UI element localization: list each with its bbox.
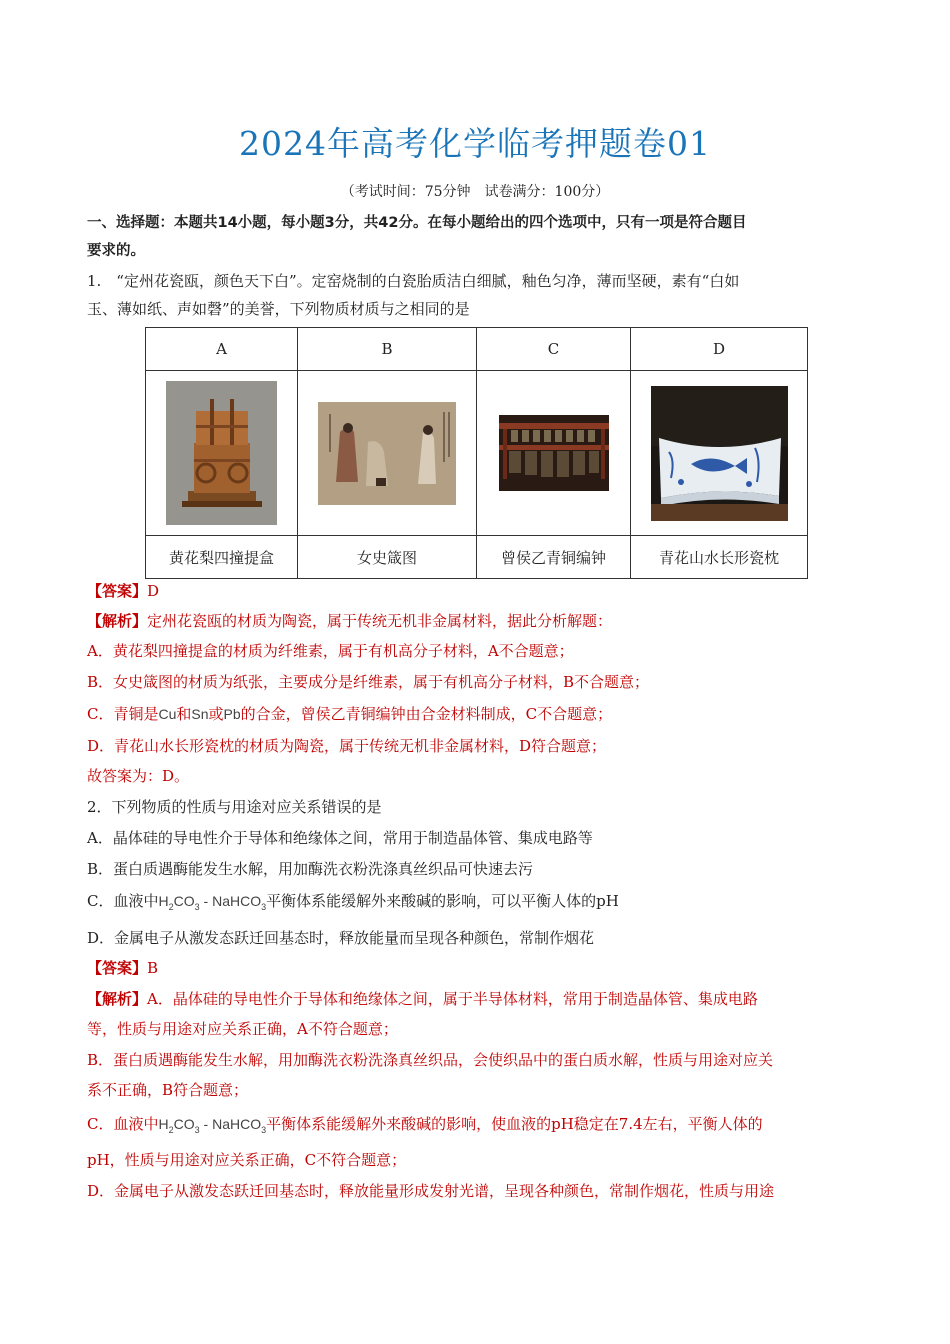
q1-conclusion: 故答案为：D。 bbox=[87, 767, 190, 785]
option-caption-d: 青花山水长形瓷枕 bbox=[631, 536, 808, 579]
analysis-text: A．晶体硅的导电性介于导体和绝缘体之间，属于半导体材料，常用于制造晶体管、集成电路 bbox=[147, 990, 758, 1008]
answer-value: B bbox=[147, 959, 159, 977]
q2-analysis-a-line1 bbox=[87, 989, 867, 1009]
q2-analysis-b-line2: 系不正确，B符合题意； bbox=[87, 1081, 249, 1099]
option-header-d: D bbox=[631, 328, 808, 371]
option-caption-b: 女史箴图 bbox=[298, 536, 477, 579]
analysis-tag: 【解析】 bbox=[87, 990, 148, 1008]
q2-analysis-c-line2: pH，性质与用途对应关系正确，C不符合题意； bbox=[87, 1151, 407, 1169]
q1-analysis-d: D．青花山水长形瓷枕的材质为陶瓷，属于传统无机非金属材料，D符合题意； bbox=[87, 737, 607, 755]
analysis-c-prefix: C．青铜是 bbox=[87, 705, 159, 723]
section-heading-line2: 要求的。 bbox=[87, 243, 145, 259]
q2-stem: 2．下列物质的性质与用途对应关系错误的是 bbox=[87, 798, 382, 816]
formula-pb: Pb bbox=[223, 706, 241, 722]
option-image-cell-a bbox=[146, 371, 298, 536]
option-image-cell-d bbox=[631, 371, 808, 536]
option-header-b: B bbox=[298, 328, 477, 371]
q2-analysis-a-line2: 等，性质与用途对应关系正确，A不符合题意； bbox=[87, 1020, 398, 1038]
option-c-prefix: C．血液中 bbox=[87, 892, 159, 910]
option-header-a: A bbox=[146, 328, 298, 371]
analysis-c-suffix: 的合金，曾侯乙青铜编钟由合金材料制成，C不合题意； bbox=[240, 705, 613, 723]
analysis-tag: 【解析】 bbox=[87, 612, 148, 630]
q2-option-b: B．蛋白质遇酶能发生水解，用加酶洗衣粉洗涤真丝织品可快速去污 bbox=[87, 860, 534, 878]
bronze-bells-image bbox=[499, 415, 609, 491]
formula-h2co3-nahco3: $H_2CO_3$ - NaHCO$_3$ bbox=[158, 1116, 267, 1135]
q2-analysis-d-line1: D．金属电子从激发态跃迁回基态时，释放能量形成发射光谱，呈现各种颜色，常制作烟花，性质与用途 bbox=[87, 1182, 775, 1200]
q2-option-c bbox=[87, 891, 867, 917]
q1-options-table bbox=[145, 327, 808, 579]
answer-value: D bbox=[147, 582, 160, 600]
option-header-c: C bbox=[477, 328, 631, 371]
formula-cu: Cu bbox=[158, 706, 177, 722]
q2-option-a: A．晶体硅的导电性介于导体和绝缘体之间，常用于制造晶体管、集成电路等 bbox=[87, 829, 593, 847]
analysis-text: 定州花瓷瓯的材质为陶瓷，属于传统无机非金属材料，据此分析解题： bbox=[147, 612, 613, 630]
option-c-suffix: 平衡体系能缓解外来酸碱的影响，可以平衡人体的pH bbox=[266, 892, 619, 910]
painting-scroll-image bbox=[318, 402, 456, 505]
q1-analysis-a: A．黄花梨四撞提盒的材质为纤维素，属于有机高分子材料，A不合题意； bbox=[87, 642, 574, 660]
q1-analysis-line1 bbox=[87, 611, 867, 631]
option-caption-a: 黄花梨四撞提盒 bbox=[146, 536, 298, 579]
wooden-box-image bbox=[166, 381, 277, 525]
formula-h2co3-nahco3: $H_2CO_3$ - NaHCO$_3$ bbox=[158, 893, 267, 912]
q1-stem-line1: 1. “定州花瓷瓯，颜色天下白”。定窑烧制的白瓷胎质洁白细腻，釉色匀净，薄而坚硬，素有“白如 bbox=[87, 272, 740, 290]
section-heading-line1: 一、选择题：本题共14小题，每小题3分，共42分。在每小题给出的四个选项中，只有一项是符合题目 bbox=[87, 215, 747, 231]
q2-analysis-b-line1: B．蛋白质遇酶能发生水解，用加酶洗衣粉洗涤真丝织品，会使织品中的蛋白质水解，性质与用途对应关 bbox=[87, 1051, 774, 1069]
page-title: 2024年高考化学临考押题卷01 bbox=[239, 124, 711, 163]
option-image-cell-c bbox=[477, 371, 631, 536]
option-image-cell-b bbox=[298, 371, 477, 536]
q1-stem-line2: 玉、薄如纸、声如磬”的美誉，下列物质材质与之相同的是 bbox=[87, 300, 470, 318]
porcelain-pillow-image bbox=[651, 386, 788, 521]
answer-tag: 【答案】 bbox=[87, 582, 148, 600]
answer-tag: 【答案】 bbox=[87, 959, 148, 977]
analysis-c-suffix: 平衡体系能缓解外来酸碱的影响，使血液的pH稳定在7.4左右，平衡人体的 bbox=[266, 1115, 763, 1133]
q1-answer bbox=[87, 581, 867, 601]
q1-analysis-b: B．女史箴图的材质为纸张，主要成分是纤维素，属于有机高分子材料，B不合题意； bbox=[87, 673, 650, 691]
analysis-c-prefix: C．血液中 bbox=[87, 1115, 159, 1133]
q1-analysis-c bbox=[87, 704, 867, 724]
analysis-c-and: 和 bbox=[176, 705, 192, 723]
q2-option-d: D．金属电子从激发态跃迁回基态时，释放能量而呈现各种颜色，常制作烟花 bbox=[87, 929, 595, 947]
exam-subtitle: （考试时间：75分钟 试卷满分：100分） bbox=[340, 184, 610, 200]
q2-analysis-c-line1 bbox=[87, 1114, 867, 1140]
q2-answer bbox=[87, 958, 867, 978]
option-caption-c: 曾侯乙青铜编钟 bbox=[477, 536, 631, 579]
analysis-c-or: 或 bbox=[208, 705, 224, 723]
formula-sn: Sn bbox=[191, 706, 209, 722]
